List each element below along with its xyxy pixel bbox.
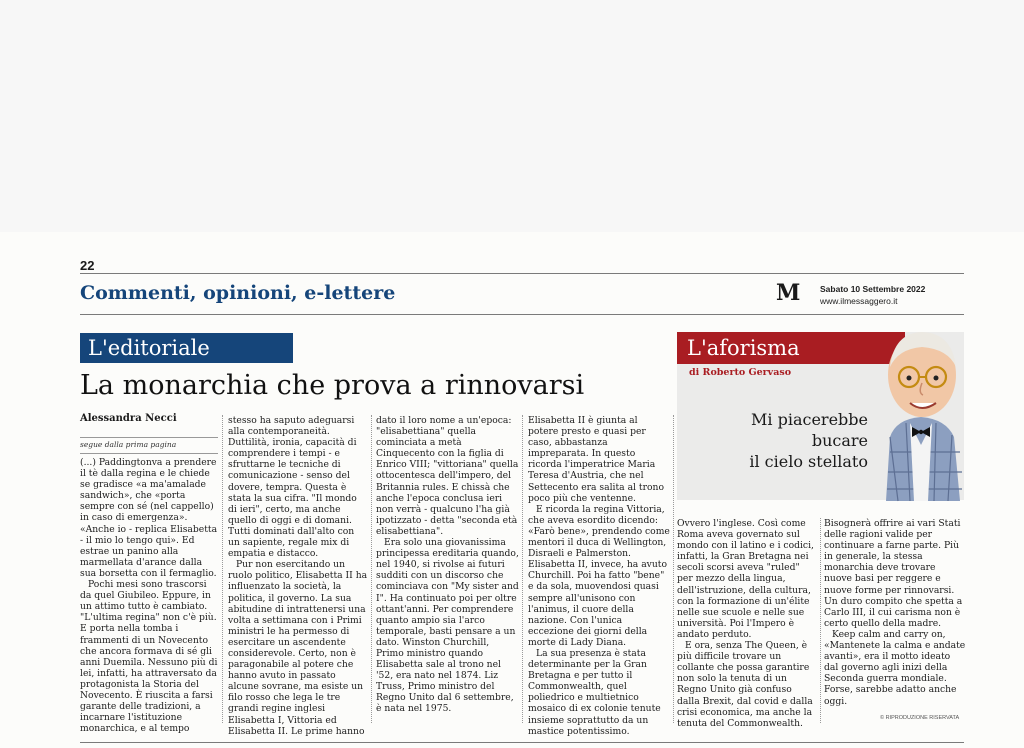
section-title: Commenti, opinioni, e-lettere: [80, 282, 396, 304]
article-column-3: [376, 415, 519, 725]
copyright-note: © RIPRODUZIONE RISERVATA: [880, 715, 960, 721]
newspaper-logo: M: [776, 280, 801, 306]
headline: La monarchia che prova a rinnovarsi: [80, 370, 585, 401]
article-column-4: [528, 415, 670, 737]
header-rule-bottom: [80, 314, 964, 315]
paragraph: E ricorda la regina Vittoria, che aveva esordito dicendo: «Farò bene», prendendo come mentori il duca di Wellington, Disraeli e Palmerston. Elisabetta II, invece, ha avuto Churchill. Poi ha fatto "bene" e da sola, muovendosi quasi sempre all'unisono con l'animus, il cuore della nazione. Con l'unica eccezione dei giorni della morte di Lady Diana.: [528, 503, 670, 648]
byline-rule: [80, 453, 218, 454]
continued-note: segue dalla prima pagina: [80, 440, 177, 449]
blank-area: [0, 0, 1024, 232]
article-column-5: [677, 518, 817, 729]
column-separator: [371, 415, 372, 723]
paragraph: dato il loro nome a un'epoca: "elisabettiana" quella cominciata a metà Cinquecento con la figlia di Enrico VIII; "vittoriana" quella ottocentesca dell'impero, del Britannia rules. E chissà che anche l'epoca conclusa ieri non verrà - qualcuno l'ha già ipotizzato - detta "seconda età elisabettiana".: [376, 415, 519, 537]
website-url: www.ilmessaggero.it: [820, 296, 898, 306]
paragraph: Keep calm and carry on, «Mantenete la calma e andate avanti», era il motto ideato dal governo agli inizi della Seconda guerra mondiale. Forse, sarebbe adatto anche oggi.: [824, 628, 966, 707]
article-column-6: [824, 518, 966, 724]
paragraph: La sua presenza è stata determinante per la Gran Bretagna e per tutto il Commonwealth, quel poliedrico e multietnico mosaico di ex colonie tenute insieme soprattutto da un mastice potentissimo.: [528, 647, 661, 737]
column-separator: [820, 518, 821, 723]
paragraph: Pochi mesi sono trascorsi da quel Giubileo. Eppure, in un attimo tutto è cambiato. "L'ultima regina" non c'è più. E porta nella tomba i frammenti di un Novecento che ancora formava di sé gli anni Duemila. Nessuno più di lei, infatti, ha attraversato da protagonista la Storia del Novecento. È riuscita a farsi garante delle tradizioni, a incarnare l'istituzione monarchica, e al tempo: [80, 579, 218, 735]
quote-line: Mi piacerebbe: [751, 410, 868, 429]
column-separator: [522, 415, 523, 723]
dateline: [820, 283, 925, 307]
paragraph: Pur non esercitando un ruolo politico, Elisabetta II ha influenzato la società, la politica, il governo. La sua abitudine di intrattenersi una volta a settimana con i Primi ministri le ha permesso di esercitare un ascendente considerevole. Certo, non è paragonabile al potere che hanno avuto in passato alcune sovrane, ma esiste un filo rosso che lega le tre grandi regine inglesi Elisabetta I, Vittoria ed Elisabetta II. Le prime hanno: [228, 559, 368, 737]
paragraph: Era solo una giovanissima principessa ereditaria quando, nel 1940, si rivolse ai futuri sudditi con un discorso che cominciava con "My sister and I". Ha continuato poi per oltre ottant'anni. Per comprendere quanto ampio sia l'arco temporale, basti pensare a un dato. Winston Churchill, Primo ministro quando Elisabetta sale al trono nel '52, era nato nel 1874. Liz Truss, Primo ministro del Regno Unito dal 6 settembre, è nata nel 1975.: [376, 537, 519, 715]
quote-line: bucare: [811, 431, 868, 450]
aforisma-author: di Roberto Gervaso: [689, 367, 792, 378]
editoriale-label: L'editoriale: [80, 333, 293, 363]
article-author: Alessandra Necci: [80, 413, 177, 424]
quote-line: il cielo stellato: [749, 452, 868, 471]
byline-rule: [80, 437, 218, 438]
page-bottom-rule: [80, 742, 964, 743]
column-separator: [222, 415, 223, 723]
aforisma-quote: [738, 409, 868, 472]
article-column-2: [228, 415, 368, 737]
header-rule-top: [80, 273, 964, 274]
article-column-1: [80, 457, 220, 735]
aforisma-label: L'aforisma: [677, 332, 905, 364]
paragraph: Elisabetta II è giunta al potere presto e quasi per caso, abbastanza impreparata. In questo ricorda l'imperatrice Maria Teresa d'Austria, che nel Settecento era salita al trono poco più che ventenne.: [528, 415, 664, 504]
paragraph: Bisognerà offrire ai vari Stati delle ragioni valide per continuare a farne parte. Più in generale, la stessa monarchia deve trovare nuove basi per reggere e nuove forme per rinnovarsi. Un duro compito che spetta a Carlo III, il cui carisma non è certo quello della madre.: [824, 518, 963, 629]
paragraph: E ora, senza The Queen, è più difficile trovare un collante che possa garantire non solo la tenuta di un Regno Unito già confuso dalla Brexit, dal covid e dalla crisi economica, ma anche la tenuta del Commonwealth.: [677, 640, 813, 729]
issue-date: Sabato 10 Settembre 2022: [820, 284, 926, 294]
paragraph: stesso ha saputo adeguarsi alla contemporaneità. Duttilità, ironia, capacità di comprendere i tempi - e sfruttarne le tecniche di comunicazione - senso del dovere, tempra. Questa è stata la sua cifra. "Il mondo di ieri", certo, ma anche quello di oggi e di domani. Tutti dominati dall'alto con un sapiente, regale mix di empatia e distacco.: [228, 415, 357, 560]
page-number: 22: [80, 258, 95, 273]
column-separator: [673, 415, 674, 723]
author-caricature-image: [876, 327, 966, 501]
paragraph: Ovvero l'inglese. Così come Roma aveva governato sul mondo con il latino e i codici, infatti, la Gran Bretagna nei secoli scorsi aveva "ruled" per mezzo della lingua, dell'istruzione, della cultura, con la formazione di un'élite nelle sue scuole e nelle sue università. Poi l'Impero è andato perduto.: [677, 518, 814, 640]
paragraph: (...) Paddingtonva a prendere il tè dalla regina e le chiede se gradisce «a ma'amalade sandwich», che «porta sempre con sé (nel cappello) in caso di emergenza». «Anche io - replica Elisabetta - il mio lo tengo qui». Ed estrae un panino alla marmellata d'arance dalla sua borsetta con il fermaglio.: [80, 457, 218, 579]
